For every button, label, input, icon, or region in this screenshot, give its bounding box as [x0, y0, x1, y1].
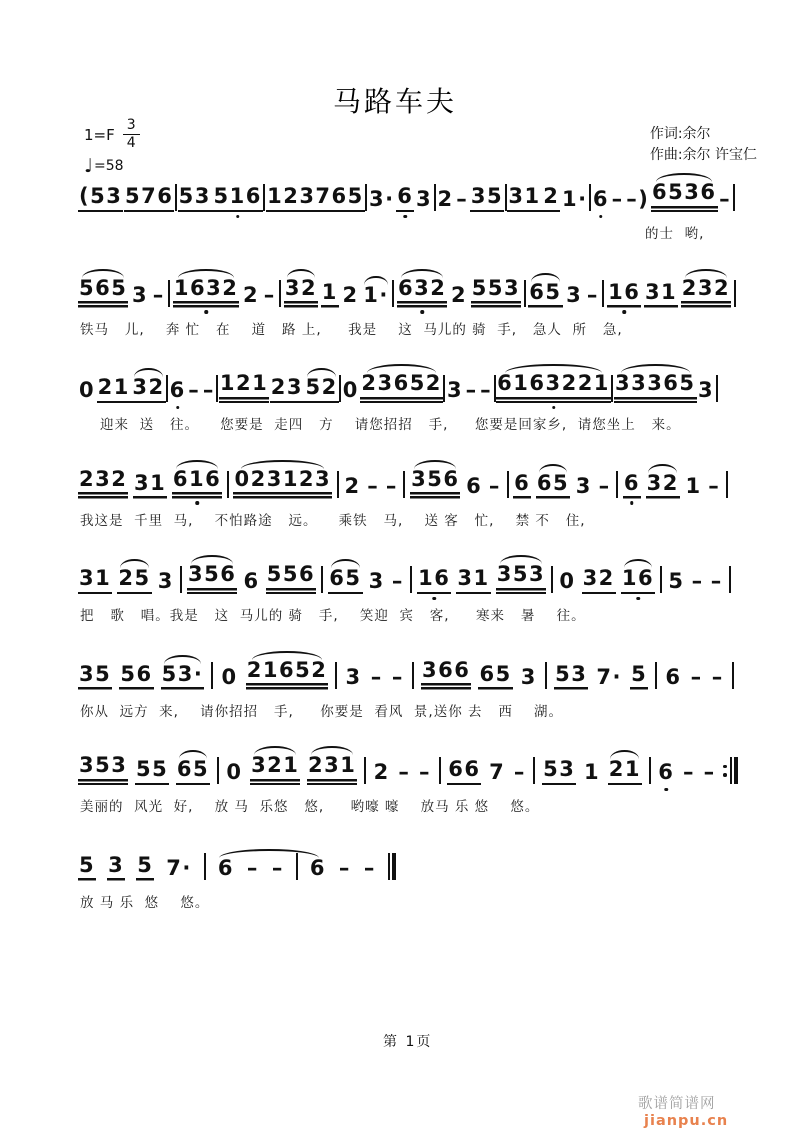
barline: [660, 566, 662, 593]
song-title: 马路车夫: [332, 85, 457, 118]
key-tempo-block: [84, 118, 140, 177]
barline: [412, 662, 414, 689]
note: 7·: [166, 855, 192, 880]
barline: [335, 662, 337, 689]
note: 1: [321, 282, 339, 308]
score-line-3: [78, 367, 738, 463]
note: 6: [217, 855, 234, 880]
note: 6: [592, 187, 610, 211]
page-number: 第 1页: [383, 1034, 433, 1050]
note: 3: [698, 378, 715, 402]
barline: [726, 471, 728, 498]
note: 023123: [233, 469, 332, 499]
note: –): [626, 187, 650, 211]
note: 516: [212, 186, 262, 212]
note: –: [398, 760, 411, 784]
note: 16: [607, 282, 641, 308]
music-row: [78, 463, 728, 499]
note: –: [271, 855, 284, 880]
lyrics-line: 迎来 送 往。 您要是 走四 方 请您招招 手, 您要是回家乡, 请您坐上 来。: [100, 417, 681, 433]
note: 0: [559, 569, 576, 593]
note: –: [456, 187, 469, 211]
note: 7·: [596, 664, 623, 689]
score-line-6: [78, 654, 738, 750]
barline: [655, 662, 657, 689]
note: –: [202, 378, 215, 402]
note: 6: [309, 855, 326, 880]
note: 6: [658, 760, 675, 784]
note: –: [246, 855, 259, 880]
note: 1·: [562, 187, 588, 211]
watermark: [638, 1092, 790, 1129]
note: 2: [437, 187, 454, 211]
barline: [403, 471, 405, 498]
note: 616: [172, 469, 222, 499]
note: 6: [396, 186, 414, 212]
note: 2: [242, 282, 260, 307]
note: 3: [157, 569, 174, 593]
barline: [392, 280, 394, 307]
note: 23652: [360, 373, 443, 403]
barline: [616, 471, 618, 498]
time-signature-top: 3: [123, 118, 140, 135]
barline: [279, 280, 281, 307]
note: 7: [489, 760, 506, 784]
barline: [337, 471, 339, 498]
note: –: [513, 760, 526, 784]
note: 6: [169, 378, 186, 402]
music-row: [78, 272, 736, 308]
lyrics-line: 铁马 儿, 奔 忙 在 道 路 上, 我是 这 马儿的 骑 手, 急人 所 急,: [80, 321, 623, 338]
note: –: [710, 569, 723, 593]
note: 53: [554, 664, 588, 690]
note: 2: [451, 282, 468, 307]
note: 3: [416, 187, 433, 211]
final-barline: [388, 853, 396, 880]
note: 0: [221, 664, 238, 689]
note: 16: [621, 568, 655, 594]
note: 0: [79, 378, 96, 402]
lyrics-line: 放 马 乐 悠 悠。: [80, 894, 210, 911]
note: 5: [136, 855, 154, 881]
note: 31: [133, 473, 167, 499]
barline: [439, 757, 441, 784]
note: –: [691, 569, 704, 593]
note: 1: [583, 760, 601, 784]
lyrics-line: 把 歌 唱。我是 这 马儿的 骑 手, 笑迎 宾 客, 寒来 暑 往。: [80, 608, 586, 624]
note: 66: [447, 759, 481, 785]
music-row: [78, 367, 718, 403]
note: 53: [178, 186, 212, 212]
note: 576: [124, 186, 174, 212]
tempo-marking: [84, 155, 140, 177]
note: –: [363, 855, 376, 880]
music-row: [78, 558, 731, 594]
note: 6: [623, 473, 641, 499]
note: 3: [107, 855, 125, 881]
note: 366: [421, 660, 471, 690]
score-line-5: [78, 558, 738, 654]
note: –: [703, 760, 716, 784]
note: 21: [97, 377, 131, 403]
barline: [545, 662, 547, 689]
note: –: [598, 473, 611, 498]
score-line-8: [78, 845, 738, 941]
note: 3: [446, 378, 464, 402]
note: 2: [344, 473, 361, 498]
note: 231: [307, 755, 357, 785]
score: [78, 176, 738, 940]
score-line-2: [78, 272, 738, 368]
note: (53: [78, 186, 123, 212]
note: 2: [542, 186, 560, 212]
score-line-4: [78, 463, 738, 559]
note: 65: [478, 664, 512, 690]
note: 6: [513, 473, 531, 499]
note: 3: [368, 569, 385, 593]
note: 52: [304, 377, 338, 403]
note: 2: [342, 282, 359, 307]
barline: [732, 662, 734, 689]
note: –: [367, 473, 380, 498]
note: –: [391, 569, 404, 593]
note: 556: [266, 564, 316, 594]
note: 35: [470, 186, 504, 212]
note: 0: [226, 760, 243, 784]
note: 33365: [614, 373, 697, 403]
barline: [729, 566, 731, 593]
note: –: [391, 664, 404, 689]
barline: [204, 853, 206, 880]
note: 356: [410, 469, 460, 499]
note: 32: [131, 377, 165, 403]
note: 232: [681, 278, 731, 308]
quarter-note-icon: ♩: [84, 154, 93, 177]
note: 353: [496, 564, 546, 594]
note: 5: [630, 664, 648, 690]
note: 32: [284, 278, 318, 308]
note: 353: [78, 755, 128, 785]
note: 565: [78, 278, 128, 308]
barline: [180, 566, 182, 593]
barline: [602, 280, 604, 307]
note: –: [488, 473, 501, 498]
barline: [533, 757, 535, 784]
note: 6: [243, 569, 260, 593]
music-row: [78, 749, 738, 785]
score-line-1: [78, 176, 738, 272]
note: 232: [78, 469, 128, 499]
note: –: [711, 664, 724, 689]
lyrics-line: 我这是 千里 马, 不怕路途 远。 乘铁 马, 送 客 忙, 禁 不 住,: [80, 512, 586, 529]
music-row: [78, 654, 734, 690]
watermark-domain: jianpu.cn: [644, 1113, 729, 1129]
key-label: 1=F: [84, 125, 115, 144]
barline: [410, 566, 412, 593]
barline: [507, 471, 509, 498]
barline: [716, 375, 718, 402]
note: –: [152, 282, 165, 307]
note: 5: [78, 855, 96, 881]
note: 2: [373, 760, 390, 784]
lyricist-credit: 作词:余尔: [649, 126, 711, 142]
note: 65: [176, 759, 210, 785]
note: 31: [78, 568, 112, 594]
note: –: [385, 473, 398, 498]
note: 65: [528, 282, 562, 308]
barline: [551, 566, 553, 593]
note: 3: [345, 664, 362, 689]
note: 21: [608, 759, 642, 785]
note: –: [338, 855, 351, 880]
music-row: [78, 176, 735, 212]
score-line-7: [78, 749, 738, 845]
note: 6: [665, 664, 682, 689]
tempo-value: =58: [93, 157, 124, 174]
key-signature: [84, 118, 140, 152]
note: 632: [397, 278, 447, 308]
barline: [217, 757, 219, 784]
note: 321: [250, 755, 300, 785]
note: 31: [507, 186, 541, 212]
note: 53·: [161, 664, 205, 690]
barline: [734, 280, 736, 307]
note: 121: [219, 373, 269, 403]
note: 31: [644, 282, 678, 308]
note: 32: [646, 473, 680, 499]
repeat-end-barline: [723, 757, 738, 784]
note: 1·: [363, 282, 389, 307]
watermark-site-name: 歌谱简谱网: [638, 1096, 716, 1112]
lyrics-line: 的士 哟,: [645, 226, 705, 242]
barline: [524, 280, 526, 307]
note: –: [419, 760, 431, 784]
time-signature: [123, 118, 140, 152]
note: 553: [471, 278, 521, 308]
note: 6163221: [496, 373, 611, 403]
note: 23: [270, 377, 304, 403]
note: 55: [135, 759, 169, 785]
note: 0: [342, 378, 359, 402]
note: 3: [566, 282, 583, 307]
note: 65: [536, 473, 570, 499]
note: –: [719, 187, 732, 211]
note: 35: [78, 664, 112, 690]
barline: [168, 280, 170, 307]
note: 56: [119, 664, 153, 690]
note: 3: [575, 473, 592, 498]
note: 32: [582, 568, 616, 594]
note: –: [690, 664, 703, 689]
barline: [227, 471, 229, 498]
composer-credit: 作曲:余尔 许宝仁: [649, 147, 757, 163]
note: 25: [117, 568, 151, 594]
barline: [364, 757, 366, 784]
note: 1632: [173, 278, 239, 308]
time-signature-bottom: 4: [126, 135, 136, 152]
note: –: [465, 378, 478, 402]
barline: [321, 566, 323, 593]
note: –: [370, 664, 383, 689]
credits-block: [650, 124, 757, 166]
note: –: [611, 187, 624, 211]
note: 31: [456, 568, 490, 594]
note: 123765: [266, 186, 365, 212]
note: –: [708, 473, 721, 498]
note: 1: [685, 473, 702, 498]
note: –: [682, 760, 695, 784]
note: –: [188, 378, 201, 402]
music-row: [78, 845, 396, 881]
note: 6: [466, 473, 483, 498]
note: –: [586, 282, 599, 307]
note: 65: [328, 568, 362, 594]
note: 53: [542, 759, 576, 785]
barline: [733, 184, 735, 211]
note: 3·: [369, 187, 395, 211]
note: 5: [668, 569, 685, 593]
barline: [211, 662, 213, 689]
note: 356: [187, 564, 237, 594]
note: –: [263, 282, 276, 307]
note: 6536: [651, 182, 717, 212]
note: 3: [520, 664, 537, 689]
note: 3: [131, 282, 149, 307]
note: –: [480, 378, 493, 402]
lyrics-line: 你从 远方 来, 请你招招 手, 你要是 看风 景,送你 去 西 湖。: [80, 703, 564, 720]
barline: [649, 757, 651, 784]
note: 21652: [246, 660, 329, 690]
note: 16: [417, 568, 451, 594]
lyrics-line: 美丽的 风光 好, 放 马 乐悠 悠, 哟嚎 嚎 放马 乐 悠 悠。: [80, 799, 540, 815]
